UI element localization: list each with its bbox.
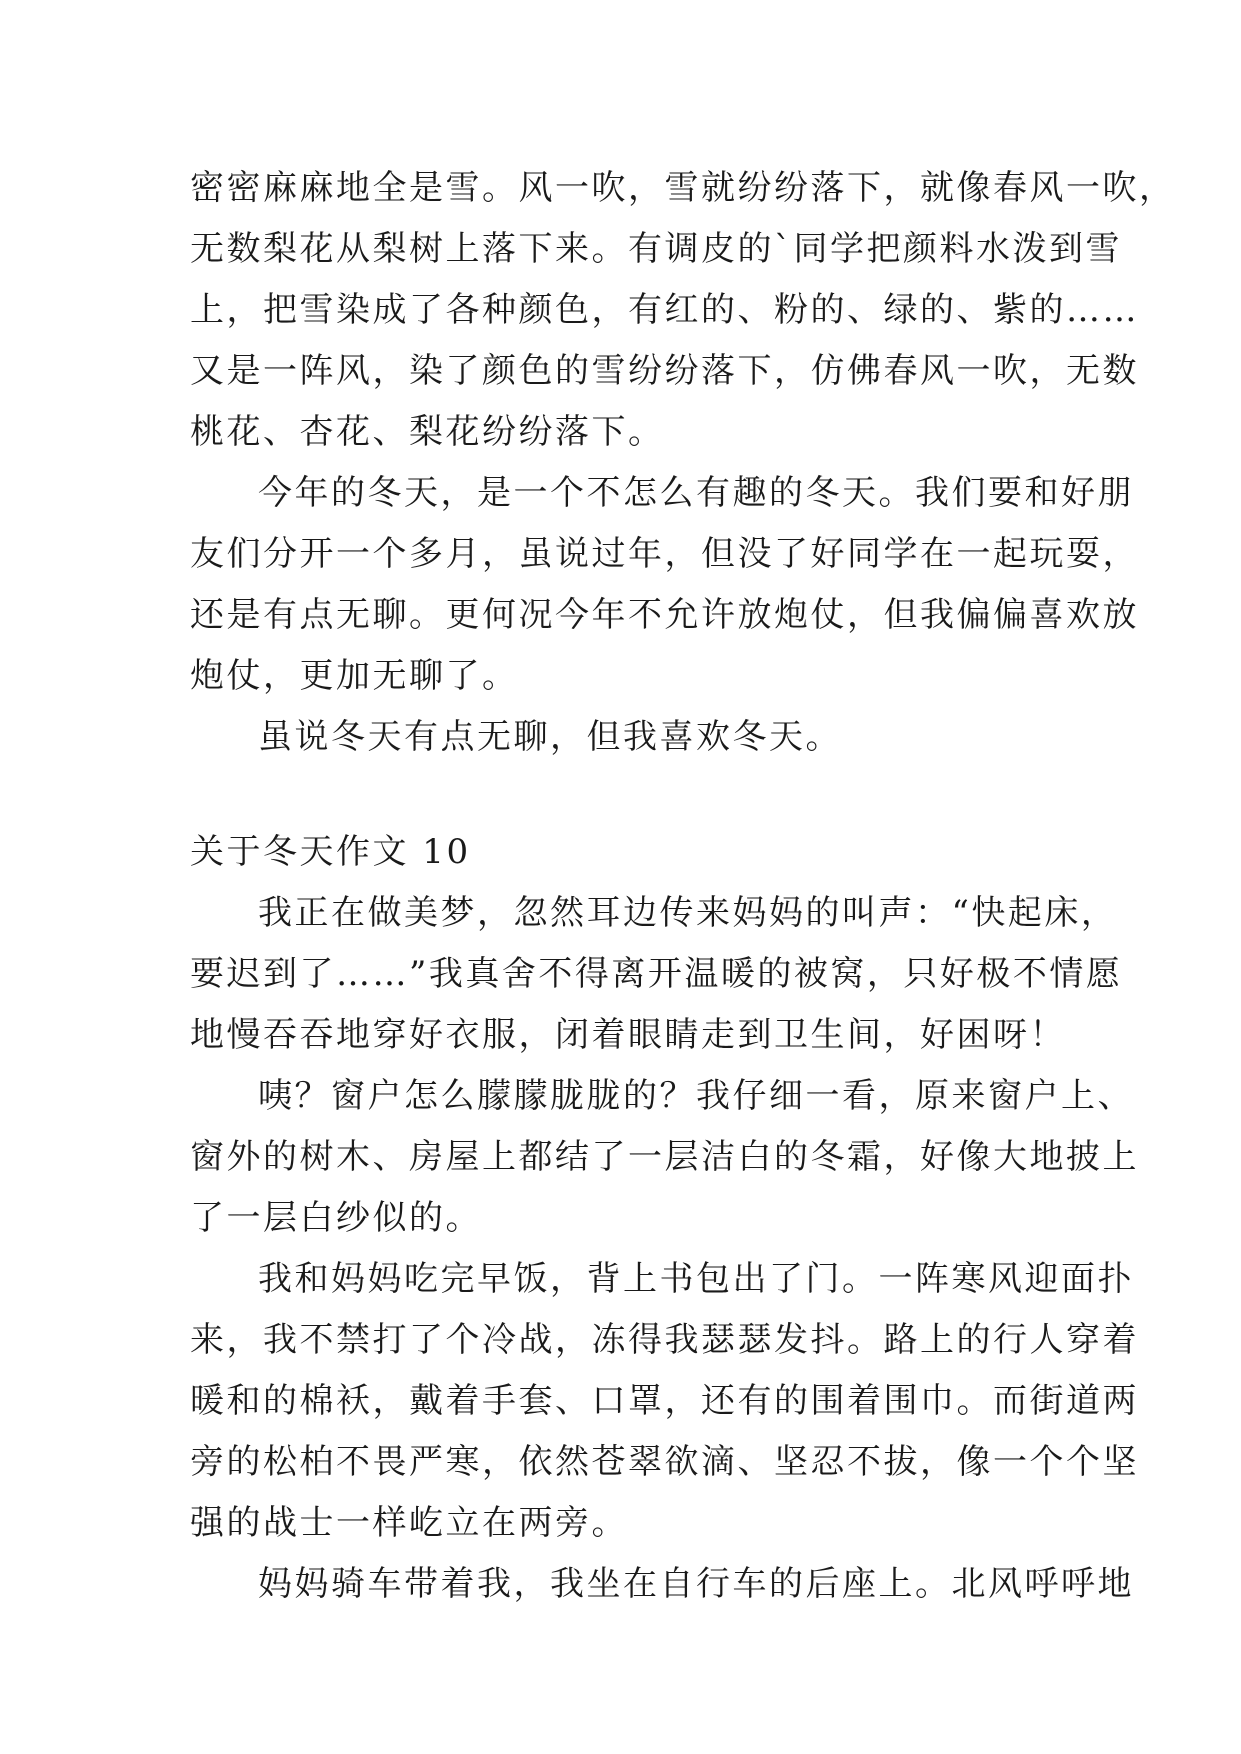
paragraph-like-winter — [190, 707, 1070, 768]
text-line: 虽说冬天有点无聊，但我喜欢冬天。 — [258, 717, 842, 757]
paragraph-wake-up — [190, 883, 1123, 1066]
text-line: 地慢吞吞地穿好衣服，闭着眼睛走到卫生间，好困呀！ — [190, 1015, 1066, 1055]
text-line: 了一层白纱似的。 — [190, 1198, 482, 1238]
paragraph-winter-boring — [190, 463, 1139, 707]
essay-title: 关于冬天作文 10 — [190, 832, 471, 872]
text-line: 来，我不禁打了个冷战，冻得我瑟瑟发抖。路上的行人穿着 — [190, 1320, 1139, 1360]
text-line: 桃花、杏花、梨花纷纷落下。 — [190, 412, 665, 452]
text-line: 今年的冬天，是一个不怎么有趣的冬天。我们要和好朋 — [258, 473, 1134, 513]
essay-body — [190, 158, 1176, 1615]
paragraph-frost-window — [190, 1066, 1139, 1249]
text-line: 上，把雪染成了各种颜色，有红的、粉的、绿的、紫的…… — [190, 290, 1139, 330]
text-line: 妈妈骑车带着我，我坐在自行车的后座上。北风呼呼地 — [258, 1564, 1134, 1604]
text-line: 要迟到了……”我真舍不得离开温暖的被窝，只好极不情愿 — [190, 954, 1123, 994]
text-line: 强的战士一样屹立在两旁。 — [190, 1503, 628, 1543]
text-line: 密密麻麻地全是雪。风一吹，雪就纷纷落下，就像春风一吹， — [190, 168, 1176, 208]
text-line: 友们分开一个多月，虽说过年，但没了好同学在一起玩耍， — [190, 534, 1139, 574]
text-line: 炮仗，更加无聊了。 — [190, 656, 519, 696]
text-line: 我正在做美梦，忽然耳边传来妈妈的叫声：“快起床， — [258, 893, 1118, 933]
text-line: 暖和的棉袄，戴着手套、口罩，还有的围着围巾。而街道两 — [190, 1381, 1139, 1421]
text-line: 我和妈妈吃完早饭，背上书包出了门。一阵寒风迎面扑 — [258, 1259, 1134, 1299]
text-line: 还是有点无聊。更何况今年不允许放炮仗，但我偏偏喜欢放 — [190, 595, 1139, 635]
text-line: 咦？窗户怎么朦朦胧胧的？我仔细一看，原来窗户上、 — [258, 1076, 1134, 1116]
text-line: 又是一阵风，染了颜色的雪纷纷落下，仿佛春风一吹，无数 — [190, 351, 1139, 391]
text-line: 窗外的树木、房屋上都结了一层洁白的冬霜，好像大地披上 — [190, 1137, 1139, 1177]
paragraph-cold-wind — [190, 1249, 1139, 1554]
text-line: 无数梨花从梨树上落下来。有调皮的`同学把颜料水泼到雪 — [190, 229, 1122, 269]
text-line: 旁的松柏不畏严寒，依然苍翠欲滴、坚忍不拔，像一个个坚 — [190, 1442, 1139, 1482]
paragraph-snow-colors — [190, 158, 1176, 463]
paragraph-bike-ride — [190, 1554, 1134, 1615]
